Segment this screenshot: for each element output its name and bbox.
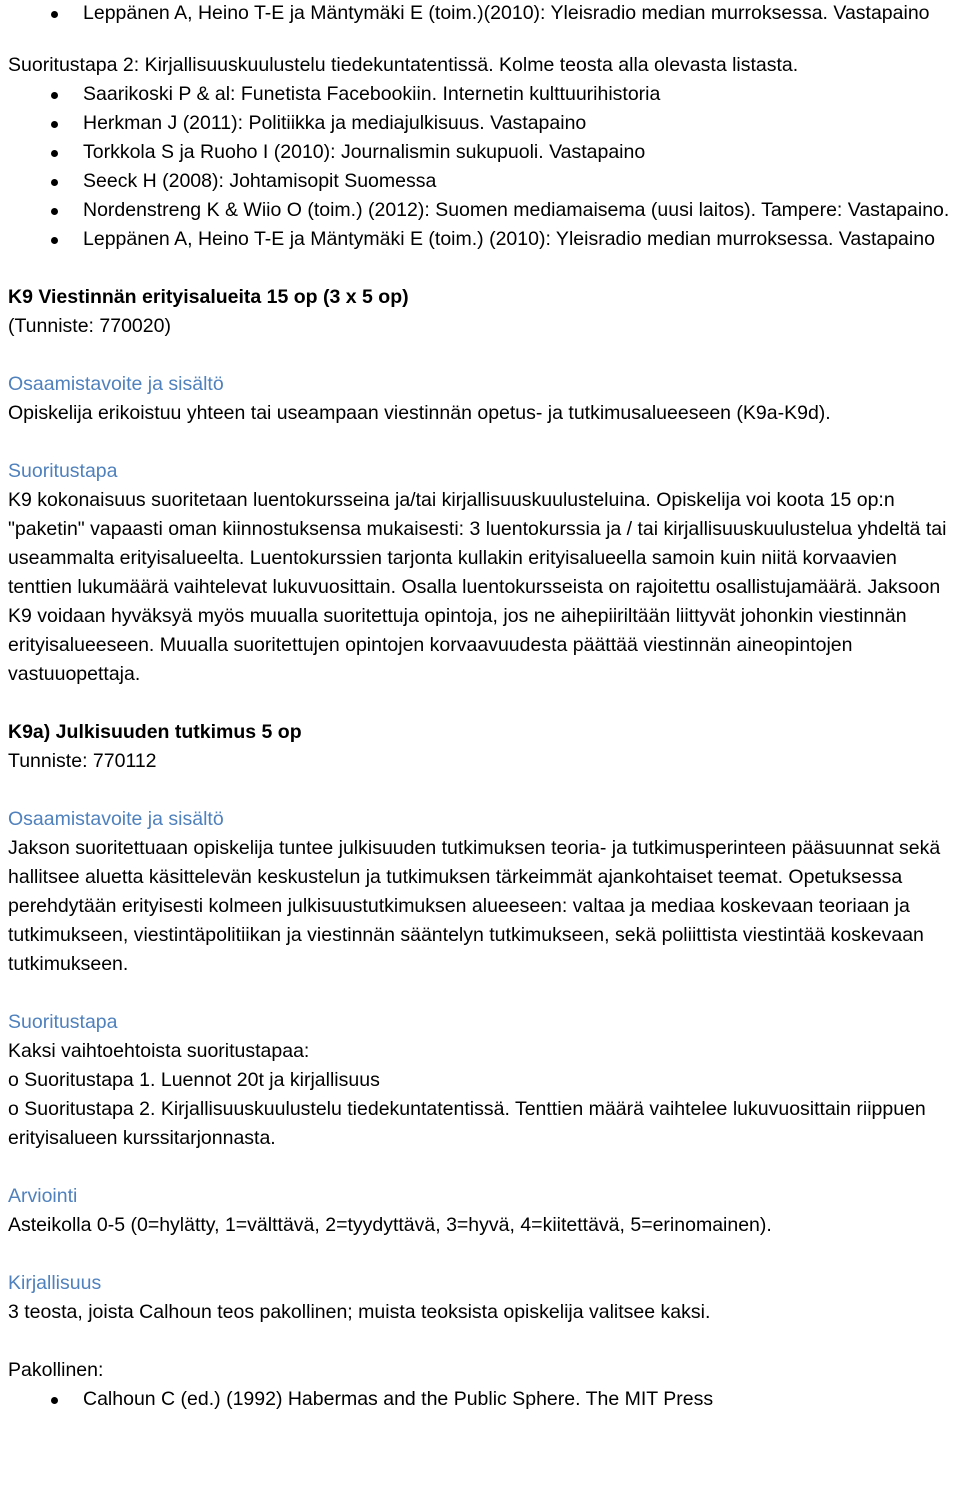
k9-goal-text: Opiskelija erikoistuu yhteen tai useampaan viestinnän opetus- ja tutkimusalueeseen (K9a-K9d). xyxy=(8,402,831,424)
suoritustapa2-intro: Suoritustapa 2: Kirjallisuuskuulustelu tiedekuntatentissä. Kolme teosta alla olevasta listasta. xyxy=(8,54,799,76)
k9a-method-line: Kaksi vaihtoehtoista suoritustapaa: xyxy=(8,1040,310,1062)
list-item: Seeck H (2008): Johtamisopit Suomessa xyxy=(8,167,952,196)
list-item: Calhoun C (ed.) (1992) Habermas and the Public Sphere. The MIT Press xyxy=(8,1385,952,1414)
k9-goal-heading: Osaamistavoite ja sisältö xyxy=(8,373,224,395)
k9a-goal-text: Jakson suoritettuaan opiskelija tuntee julkisuuden tutkimuksen teoria- ja tutkimusperinteen pääsuunnat sekä hallitsee aluetta käsittelevän keskustelun ja tutkimuksen tärkeimmät ajankohtaiset teemat. Opetuksessa perehdytään erityisesti kolmeen julkisuustutkimuksen alueeseen: valtaa ja mediaa koskevaan teoriaan ja tutkimukseen, viestintäpolitiikan ja viestinnän sääntelyn tutkimukseen, sekä poliittista viestintää koskevaan tutkimukseen. xyxy=(8,837,941,975)
list-item: Nordenstreng K & Wiio O (toim.) (2012): Suomen mediamaisema (uusi laitos). Tampere: Vastapaino. xyxy=(8,196,952,225)
list-item: Herkman J (2011): Politiikka ja mediajulkisuus. Vastapaino xyxy=(8,109,952,138)
top-bullet-list xyxy=(8,0,952,28)
k9a-method-line: o Suoritustapa 2. Kirjallisuuskuulustelu tiedekuntatentissä. Tenttien määrä vaihtelee lukuvuosittain riippuen erityisalueen kurssitarjonnasta. xyxy=(8,1098,926,1149)
k9a-literature-heading: Kirjallisuus xyxy=(8,1272,102,1294)
k9a-grading-heading: Arviointi xyxy=(8,1185,78,1207)
k9-title: K9 Viestinnän erityisalueita 15 op (3 x 5 op) xyxy=(8,286,409,308)
k9a-code: Tunniste: 770112 xyxy=(8,750,157,772)
k9-method-heading: Suoritustapa xyxy=(8,460,118,482)
k9-code: (Tunniste: 770020) xyxy=(8,315,171,337)
k9-method-text: K9 kokonaisuus suoritetaan luentokursseina ja/tai kirjallisuuskuulusteluina. Opiskelija voi koota 15 op:n "paketin" vapaasti oman kiinnostuksensa mukaisesti: 3 luentokurssia ja / tai kirjallisuuskuulustelua yhdeltä tai useammalta erityisalueelta. Luentokurssien tarjonta kullakin erityisalueella samoin kuin niitä korvaavien tenttien lukumäärä vaihtelevat lukuvuosittain. Osalla luentokursseista on rajoitettu osallistujamäärä. Jaksoon K9 voidaan hyväksyä myös muualla suoritettuja opintoja, jos ne aihepiiriltään liittyvät johonkin viestinnän erityisalueeseen. Muualla suoritettujen opintojen korvaavuudesta päättää viestinnän aineopintojen vastuuopettaja. xyxy=(8,489,947,685)
list-item: Leppänen A, Heino T-E ja Mäntymäki E (toim.) (2010): Yleisradio median murroksessa. Vastapaino xyxy=(8,225,952,254)
k9a-grading-text: Asteikolla 0-5 (0=hylätty, 1=välttävä, 2=tyydyttävä, 3=hyvä, 4=kiitettävä, 5=erinomainen). xyxy=(8,1214,772,1236)
k9a-literature-text: 3 teosta, joista Calhoun teos pakollinen; muista teoksista opiskelija valitsee kaksi. xyxy=(8,1301,711,1323)
k9a-mandatory-list xyxy=(8,1385,952,1414)
list-item: Saarikoski P & al: Funetista Facebookiin. Internetin kulttuurihistoria xyxy=(8,80,952,109)
k9a-method-heading: Suoritustapa xyxy=(8,1011,118,1033)
suoritustapa2-list xyxy=(8,80,952,254)
k9a-title: K9a) Julkisuuden tutkimus 5 op xyxy=(8,721,302,743)
k9a-method-line: o Suoritustapa 1. Luennot 20t ja kirjallisuus xyxy=(8,1069,380,1091)
k9a-mandatory-label: Pakollinen: xyxy=(8,1359,104,1381)
list-item: Torkkola S ja Ruoho I (2010): Journalismin sukupuoli. Vastapaino xyxy=(8,138,952,167)
k9a-goal-heading: Osaamistavoite ja sisältö xyxy=(8,808,224,830)
list-item: Leppänen A, Heino T-E ja Mäntymäki E (toim.)(2010): Yleisradio median murroksessa. Vastapaino xyxy=(8,0,952,28)
